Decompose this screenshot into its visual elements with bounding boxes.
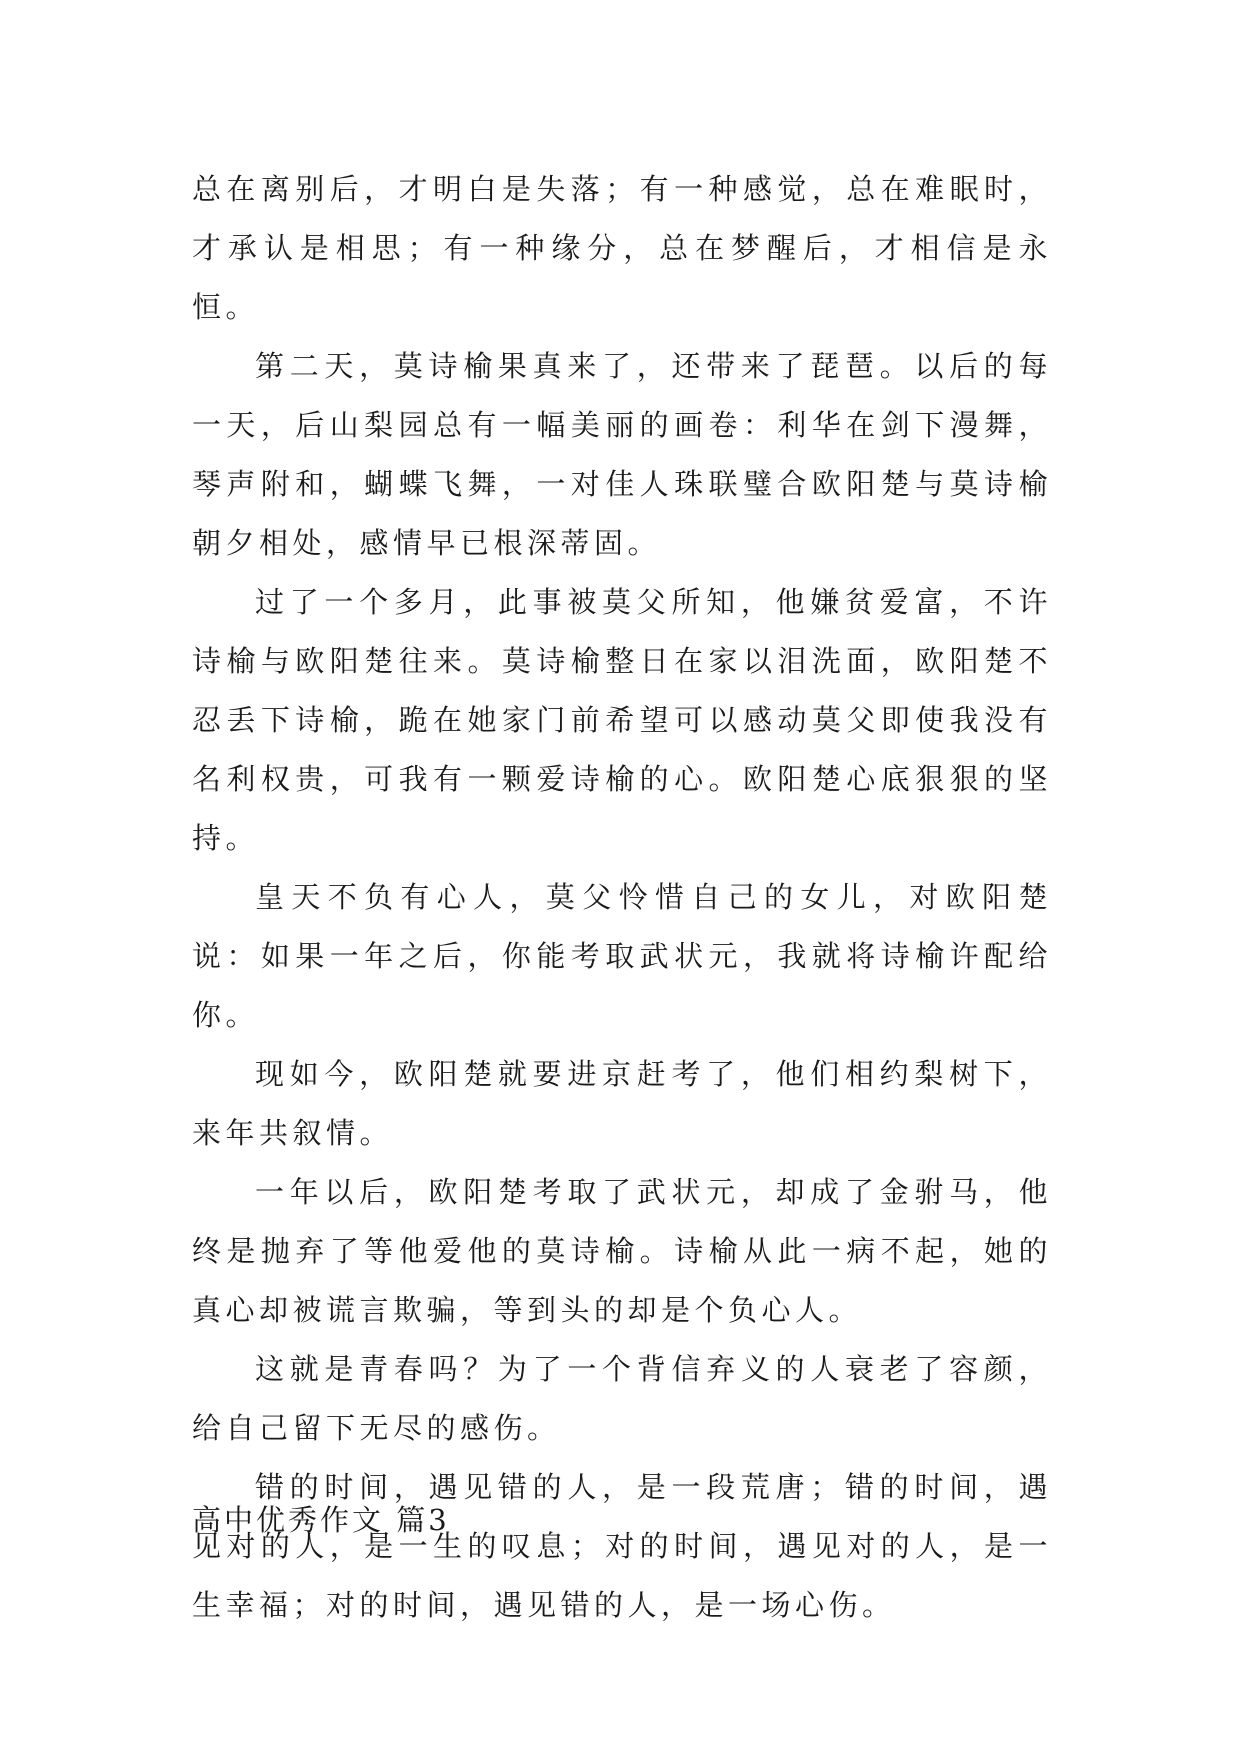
paragraph: 过了一个多月，此事被莫父所知，他嫌贫爱富，不许诗榆与欧阳楚往来。莫诗榆整日在家以泪洗面，欧阳楚不忍丢下诗榆，跪在她家门前希望可以感动莫父即使我没有名利权贵，可我有一颗爱诗榆的心。欧阳楚心底狠狠的坚持。 [192,585,1052,855]
document-body [192,160,1052,1635]
paragraph: 错的时间，遇见错的人，是一段荒唐；错的时间，遇见对的人，是一生的叹息；对的时间，遇见对的人，是一生幸福；对的时间，遇见错的人，是一场心伤。 [192,1470,1052,1622]
paragraph: 现如今，欧阳楚就要进京赶考了，他们相约梨树下，来年共叙情。 [192,1057,1052,1150]
paragraph: 这就是青春吗？为了一个背信弃义的人衰老了容颜，给自己留下无尽的感伤。 [192,1352,1052,1445]
paragraph: 一年以后，欧阳楚考取了武状元，却成了金驸马，他终是抛弃了等他爱他的莫诗榆。诗榆从此一病不起，她的真心却被谎言欺骗，等到头的却是个负心人。 [192,1175,1052,1327]
paragraph: 总在离别后，才明白是失落；有一种感觉，总在难眠时，才承认是相思；有一种缘分，总在梦醒后，才相信是永恒。 [192,172,1052,324]
paragraph: 皇天不负有心人，莫父怜惜自己的女儿，对欧阳楚说：如果一年之后，你能考取武状元，我就将诗榆许配给你。 [192,880,1052,1032]
paragraph: 第二天，莫诗榆果真来了，还带来了琵琶。以后的每一天，后山梨园总有一幅美丽的画卷：利华在剑下漫舞，琴声附和，蝴蝶飞舞，一对佳人珠联璧合欧阳楚与莫诗榆朝夕相处，感情早已根深蒂固。 [192,349,1052,560]
section-title: 高中优秀作文 篇3 [192,1503,450,1537]
